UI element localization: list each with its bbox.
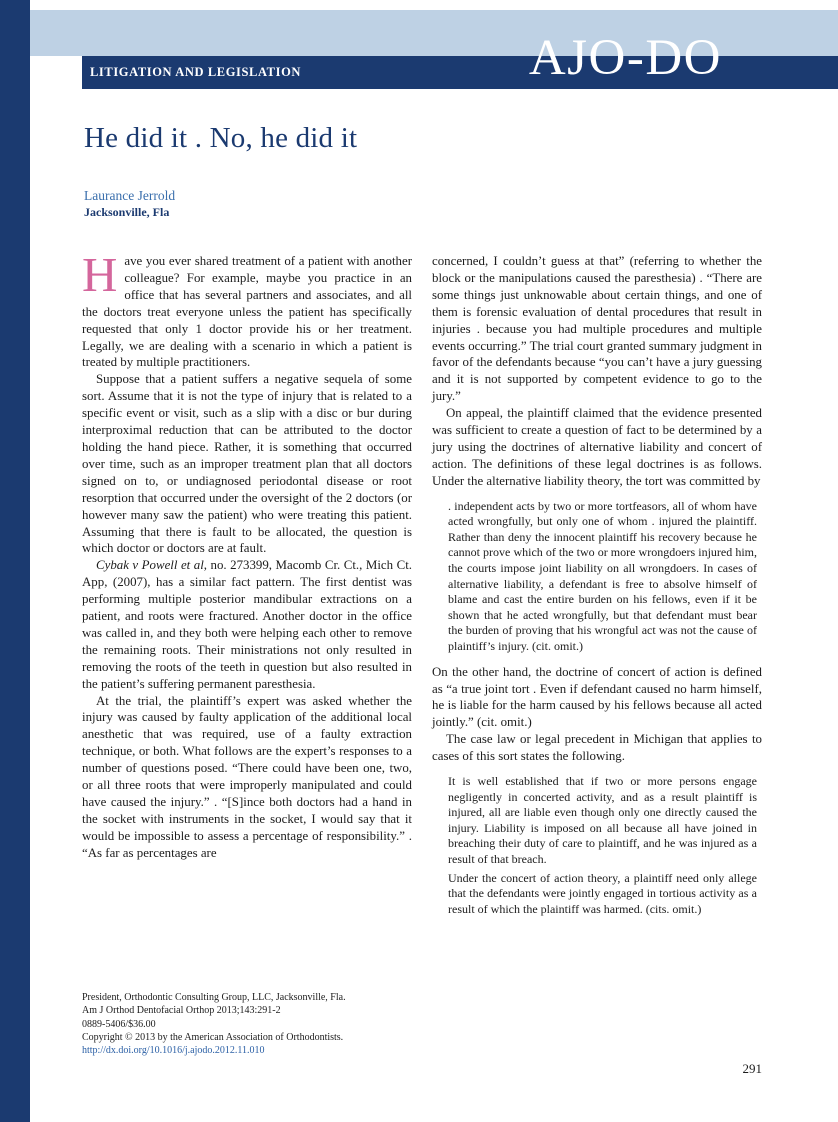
paragraph-continuation: concerned, I couldn’t guess at that” (referring to whether the block or the manipulations caused the paresthesia) . “There are some things just unknowable about certain things, and one of them is forensic evaluation of dental procedures that result in injuries . because you had multiple procedures and multiple events occurring.” The trial court granted summary judgment in favor of the defendants because “you can’t have a jury guessing and it is not supported by competent evidence to go to the jury.” [432,254,762,404]
footnote-copyright: Copyright © 2013 by the American Association of Orthodontists. [82,1031,344,1043]
footnote-citation: Am J Orthod Dentofacial Orthop 2013;143:291-2 [82,1005,281,1017]
author-name: Laurance Jerrold [84,188,176,203]
paragraph-case [82,557,412,692]
doi-link[interactable]: http://dx.doi.org/10.1016/j.ajodo.2012.11.010 [82,1045,265,1057]
quote-text: . independent acts by two or more tortfeasors, all of whom have acted wrongfully, but only one of whom . injured the plaintiff. Rather than deny the innocent plaintiff his recovery because he cannot prove which of the two or more wrongdoers injured him, the courts impose joint liability on all wrongdoers. In cases of alternative liability, a defendant is free to absolve himself of blame and cast the entire burden on his fellows, even if it be shown that he acted wrongfully, but that defendant must bear the burden of proving that his wrongful act was not the cause of plaintiff’s injury. (cit. omit.) [448,498,757,654]
block-quote-alternative-liability [448,499,757,655]
quote-text: It is well established that if two or more persons engage negligently in concerted activity, and as a result plaintiff is injured, all are liable even though only one directly caused the injury. Liability is imposed on all because all have joined in breaching their duty of care to plaintiff, and he was injured as a result of that breach. [448,774,757,867]
journal-logo: AJO-DO [528,30,722,86]
right-column [432,253,762,926]
section-label: LITIGATION AND LEGISLATION [90,65,302,79]
case-citation: Cybak v Powell et al [96,558,204,573]
dropcap-letter: H [82,247,118,302]
block-quote-concert-of-action [448,774,757,917]
quote-text: Under the concert of action theory, a plaintiff need only allege that the defendants were jointly engaged in tortious activity as a result of which the plaintiff was harmed. (cits. omit.) [448,870,757,916]
paragraph: The case law or legal precedent in Michigan that applies to cases of this sort states the following. [432,732,762,764]
article-title: He did it . No, he did it [84,122,358,154]
left-edge-band [0,0,30,1122]
paragraph-intro [82,247,412,371]
footnote-affiliation: President, Orthodontic Consulting Group, LLC, Jacksonville, Fla. [82,992,346,1003]
paragraph-text: , no. 273399, Macomb Cr. Ct., Mich Ct. App, (2007), has a similar fact pattern. The first dentist was performing multiple posterior mandibular extractions on a patient, and roots were fractured. Another doctor in the office was called in, and they both were helping each other to remove the remaining roots. Their ministrations not only resulted in removing the roots of the teeth in question but also resulted in the patient’s suffering permanent paresthesia. [82,558,412,691]
author-location: Jacksonville, Fla [84,205,170,219]
paragraph-text: ave you ever shared treatment of a patient with another colleague? For example, maybe you practice in an office that has several partners and associates, and all the doctors treat everyone unless the patient has specifically requested that only 1 doctor provide his or her treatment. Legally, we are dealing with a scenario in which a patient is treated by multiple practitioners. [82,254,412,370]
paragraph: Suppose that a patient suffers a negative sequela of some sort. Assume that it is not the type of injury that is related to a specific event or visit, such as a slip with a disc or bur during interproximal reduction that can be attributed to the doctor holding the hand piece. Rather, it is something that occurred over time, such as an improper treatment plan that all doctors signed on to, or undiagnosed periodontal disease or root resorption that occurred under the oversight of the 2 doctors (or however many saw the patient) who were treating this patient. Assuming that there is fault to be allocated, the question is which doctor or doctors are at fault. [82,372,412,556]
section-header-bar [82,56,838,89]
paragraph: On appeal, the plaintiff claimed that the evidence presented was sufficient to create a question of fact to be determined by a jury using the doctrines of alternative liability and concert of action. The definitions of these legal doctrines is as follows. Under the alternative liability theory, the tort was committed by [432,406,762,488]
footnote-block [82,991,422,1057]
left-column [82,247,412,862]
footnote-issn-price: 0889-5406/$36.00 [82,1018,156,1030]
paragraph: On the other hand, the doctrine of concert of action is defined as “a true joint tort . Even if defendant caused no harm himself, he is liable for the harm caused by his fellows because all acted jointly.” (cit. omit.) [432,664,762,730]
paragraph: At the trial, the plaintiff’s expert was asked whether the injury was caused by faulty application of the additional local anesthetic that was required, use of a faulty extraction technique, or both. What follows are the expert’s responses to a number of questions posed. “There could have been one, two, or all three roots that were improperly manipulated and could have caused the injury.” . “[S]ince both doctors had a hand in the socket with instruments in the socket, I would say that it would be impossible to assess a percentage of responsibility.” . “As far as percentages are [82,693,412,860]
page-number: 291 [742,1061,762,1076]
